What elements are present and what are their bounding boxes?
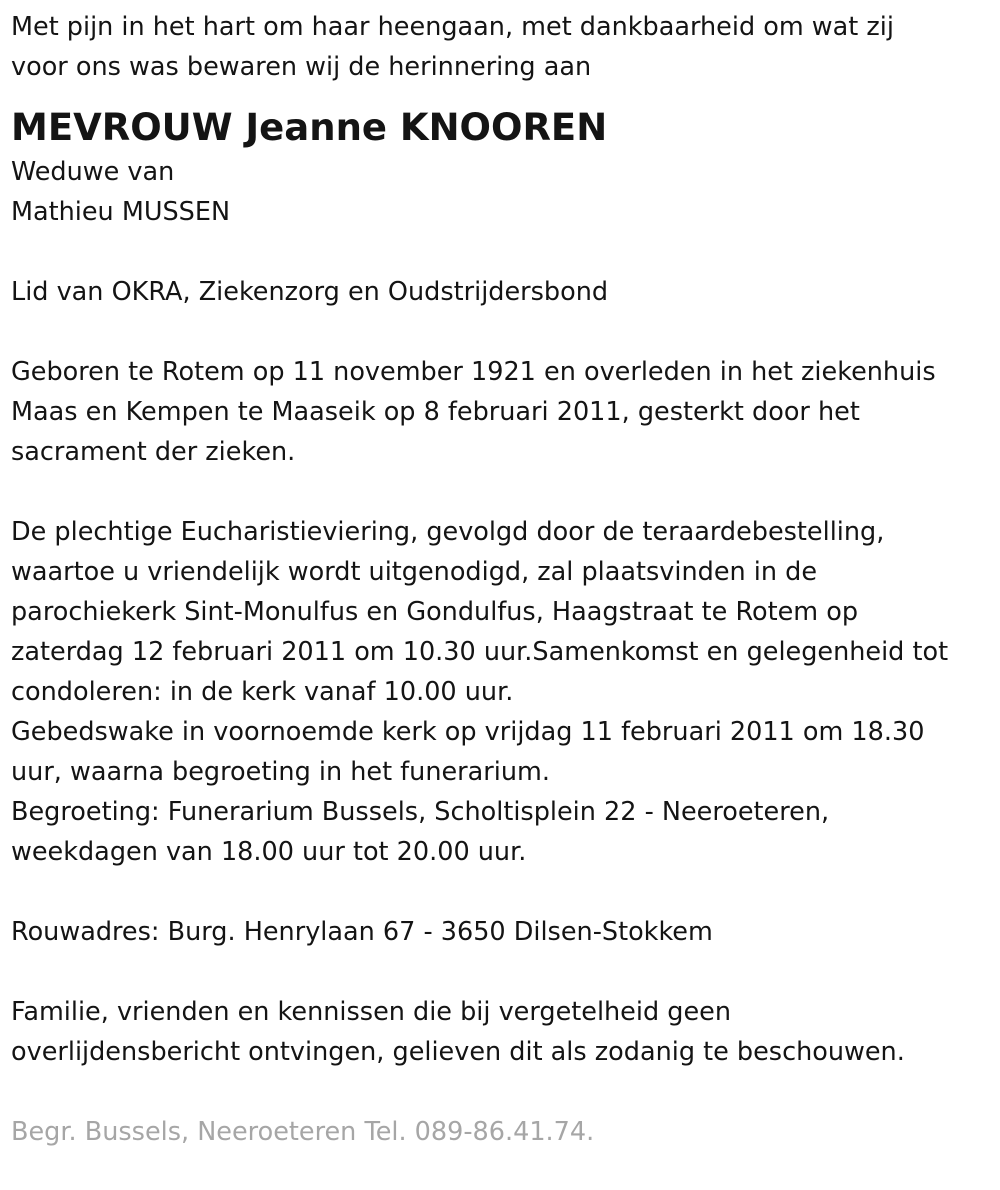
spacer: [11, 312, 988, 352]
spouse-name: Mathieu MUSSEN: [11, 197, 231, 227]
text-line: zaterdag 12 februari 2011 om 10.30 uur.Samenkomst en gelegenheid tot: [11, 637, 949, 667]
birth-death-paragraph: [11, 352, 988, 472]
deceased-name: MEVROUW Jeanne KNOOREN: [11, 106, 608, 149]
mourning-address: Rouwadres: Burg. Henrylaan 67 - 3650 Dilsen-Stokkem: [11, 917, 713, 947]
text-line: voor ons was bewaren wij de herinnering aan: [11, 52, 592, 82]
text-line: Geboren te Rotem op 11 november 1921 en overleden in het ziekenhuis: [11, 357, 936, 387]
text-line: Gebedswake in voornoemde kerk op vrijdag 11 februari 2011 om 18.30: [11, 717, 925, 747]
membership-line: Lid van OKRA, Ziekenzorg en Oudstrijdersbond: [11, 277, 609, 307]
spacer: [11, 872, 988, 912]
family-note-paragraph: [11, 992, 988, 1072]
spacer: [11, 472, 988, 512]
text-line: waartoe u vriendelijk wordt uitgenodigd, zal plaatsvinden in de: [11, 557, 818, 587]
intro-paragraph: [11, 7, 988, 87]
spacer: [11, 952, 988, 992]
text-line: De plechtige Eucharistieviering, gevolgd door de teraardebestelling,: [11, 517, 885, 547]
text-line: weekdagen van 18.00 uur tot 20.00 uur.: [11, 837, 527, 867]
text-line: Met pijn in het hart om haar heengaan, met dankbaarheid om wat zij: [11, 12, 894, 42]
text-line: parochiekerk Sint-Monulfus en Gondulfus, Haagstraat te Rotem op: [11, 597, 859, 627]
spacer: [11, 1072, 988, 1112]
text-line: condoleren: in de kerk vanaf 10.00 uur.: [11, 677, 514, 707]
text-line: Maas en Kempen te Maaseik op 8 februari 2011, gesterkt door het: [11, 397, 860, 427]
text-line: Familie, vrienden en kennissen die bij vergetelheid geen: [11, 997, 731, 1027]
spacer: [11, 232, 988, 272]
text-line: overlijdensbericht ontvingen, gelieven dit als zodanig te beschouwen.: [11, 1037, 905, 1067]
text-line: Begroeting: Funerarium Bussels, Scholtisplein 22 - Neeroeteren,: [11, 797, 830, 827]
ceremony-paragraph: [11, 512, 988, 872]
funeral-home-footer: Begr. Bussels, Neeroeteren Tel. 089-86.41.74.: [11, 1117, 595, 1147]
text-line: uur, waarna begroeting in het funerarium.: [11, 757, 550, 787]
widow-label: Weduwe van: [11, 157, 175, 187]
text-line: sacrament der zieken.: [11, 437, 296, 467]
